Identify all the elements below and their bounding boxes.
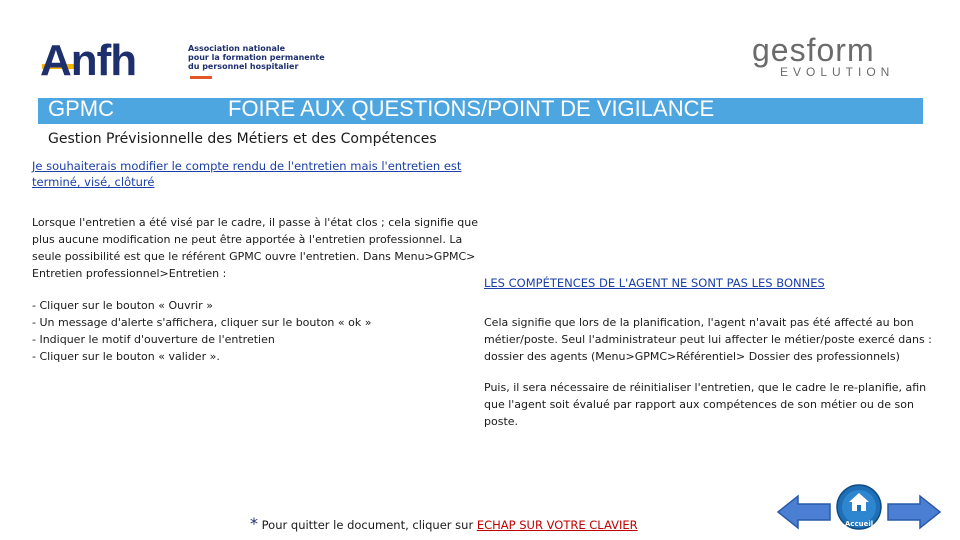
footer-text: Pour quitter le document, cliquer sur (261, 518, 477, 532)
list-item: - Cliquer sur le bouton « valider ». (32, 350, 220, 363)
anfh-tagline-line: du personnel hospitalier (188, 62, 299, 71)
gesform-logo-word: gesform (752, 32, 875, 68)
arrow-left-icon (778, 496, 830, 528)
home-button[interactable] (836, 484, 882, 530)
section-label: GPMC (48, 96, 114, 121)
page-subtitle: Gestion Prévisionnelle des Métiers et des Compétences (48, 131, 437, 147)
anfh-logo-word: Anfh (40, 36, 137, 85)
asterisk-marker: * (250, 514, 258, 533)
faq-steps-list (32, 297, 432, 365)
footer-instruction (250, 514, 638, 533)
list-item: - Indiquer le motif d'ouverture de l'entretien (32, 333, 275, 346)
page-title: FOIRE AUX QUESTIONS/POINT DE VIGILANCE (228, 96, 715, 121)
anfh-tagline-line: pour la formation permanente (188, 53, 325, 62)
faq-question-1[interactable]: Je souhaiterais modifier le compte rendu de l'entretien mais l'entretien est terminé, visé, clôturé (32, 159, 462, 189)
footer-keys: ECHAP SUR VOTRE CLAVIER (476, 518, 638, 532)
anfh-tagline-line: Association nationale (188, 44, 286, 53)
arrow-right-icon (888, 496, 940, 528)
faq-question-2[interactable]: LES COMPÉTENCES DE L'AGENT NE SONT PAS LES BONNES (484, 276, 825, 290)
next-arrow-button[interactable] (886, 494, 942, 530)
anfh-tagline (188, 44, 338, 71)
faq-answer-1: Lorsque l'entretien a été visé par le cadre, il passe à l'état clos ; cela signifie que plus aucune modification ne peut être apportée à l'entretien professionnel. La seule possibilité est que le référent GPMC ouvre l'entretien. Dans Menu>GPMC> Entretien professionnel>Entretien : (32, 216, 479, 280)
logo-orange-bar (190, 76, 212, 79)
faq-answer-2a: Cela signifie que lors de la planification, l'agent n'avait pas été affecté au bon métier/poste. Seul l'administrateur peut lui affecter le métier/poste exercé dans : dossier des agents (Menu>GPMC>Référentiel> Dossier des professionnels) (484, 316, 932, 363)
previous-arrow-button[interactable] (776, 494, 832, 530)
faq-answer-2b: Puis, il sera nécessaire de réinitialiser l'entretien, que le cadre le re-planifie, afin que l'agent soit évalué par rapport aux compétences de son métier ou de son poste. (484, 381, 927, 428)
list-item: - Cliquer sur le bouton « Ouvrir » (32, 299, 213, 312)
list-item: - Un message d'alerte s'affichera, cliquer sur le bouton « ok » (32, 316, 372, 329)
anfh-logo (40, 36, 330, 85)
home-label: Accueil (844, 520, 874, 528)
gesform-logo-subword: EVOLUTION (780, 65, 895, 79)
title-bar (38, 98, 923, 124)
gesform-logo (752, 32, 912, 82)
